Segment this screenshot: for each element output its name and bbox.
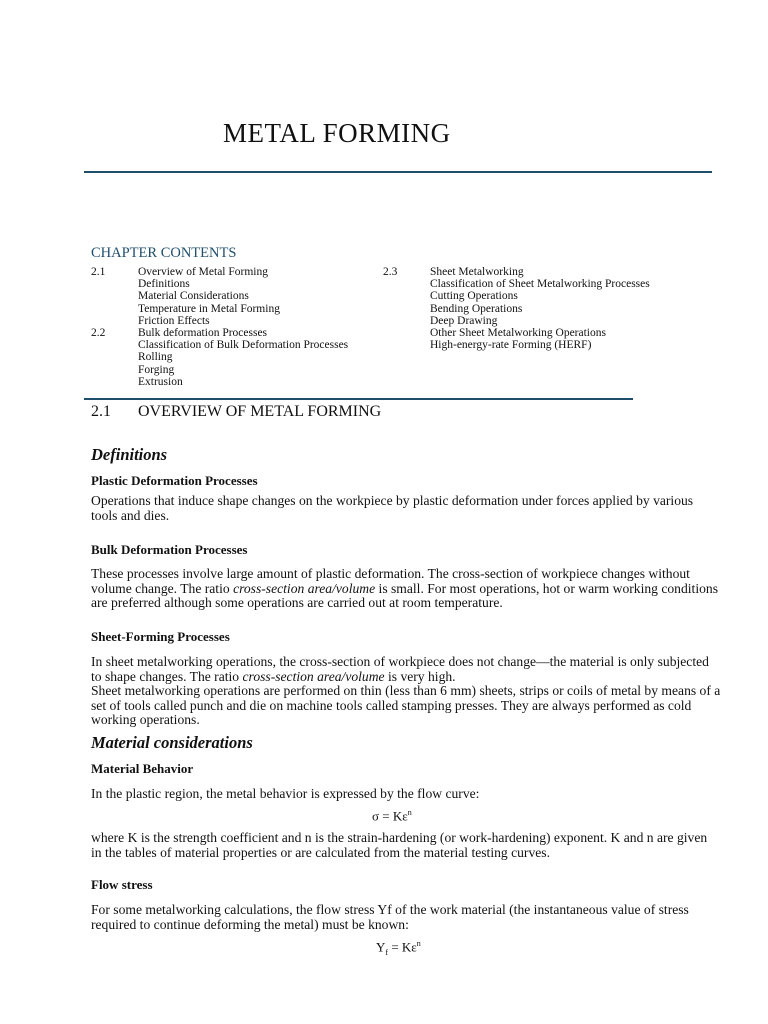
toc-entry-number [91,376,138,388]
toc-entry-label: Cutting Operations [430,290,518,303]
toc-entry-label: Other Sheet Metalworking Operations [430,327,606,340]
flow-curve-exponent: n [407,808,412,817]
flow-stress-paragraph: For some metalworking calculations, the flow stress Yf of the work material (the instantaneous value of stress required to continue deforming the metal) must be known: [91,902,689,932]
toc-entry-number [383,315,430,327]
toc-entry [91,266,348,278]
sheet-italic: cross-section area/volume [242,668,385,684]
toc-entry-number [383,278,430,290]
section-number: 2.1 [91,403,111,420]
toc-entry-number [91,351,138,363]
sheet-heading: Sheet-Forming Processes [91,629,230,644]
toc-entry-number [383,327,430,339]
toc-entry [383,290,650,302]
plastic-paragraph: Operations that induce shape changes on the workpiece by plastic deformation under forces applied by various tools and dies. [91,493,694,523]
toc-entry-label: Forging [138,363,175,376]
flow-stress-exponent: n [416,939,421,948]
sheet-text-1: In sheet metalworking operations, the cross-section of workpiece does not change—the material is only subjected to shape changes. The ratio [91,654,709,684]
toc-entry-number [383,339,430,351]
sheet-text-2: is very high. [384,668,456,684]
toc-entry-number [91,303,138,315]
toc-entry [91,278,348,290]
toc-entry-number [91,339,138,351]
toc-entry-label: High-energy-rate Forming (HERF) [430,339,592,352]
section-title: OVERVIEW OF METAL FORMING [138,403,382,420]
toc-entry-label: Bending Operations [430,302,523,315]
toc-entry-number [91,315,138,327]
toc-entry-label: Definitions [138,278,190,291]
material-heading: Material considerations [91,733,253,752]
toc-entry-number: 2.2 [91,327,106,340]
toc-entry-number [383,290,430,302]
toc-entry-label: Extrusion [138,375,183,388]
toc-entry-number: 2.1 [91,266,106,278]
material-behavior-paragraph: In the plastic region, the metal behavior is expressed by the flow curve: [91,786,480,801]
toc-entry [91,315,348,327]
bulk-paragraph [91,567,721,611]
toc-entry-label: Friction Effects [138,314,210,327]
toc-entry-label: Rolling [138,351,173,364]
toc-right-column [383,266,650,351]
toc-entry-label: Material Considerations [138,290,249,303]
toc-entry [91,351,348,363]
toc-left-column [91,266,348,388]
sheet-paragraph [91,655,721,684]
flow-curve-equation [372,808,412,824]
toc-entry-label: Deep Drawing [430,314,498,327]
toc-entry-number: 2.3 [383,266,398,278]
toc-entry [383,303,650,315]
title-rule [84,171,712,173]
toc-entry [383,327,650,339]
toc-entry [383,266,650,278]
flow-curve-explanation: where K is the strength coefficient and n is the strain-hardening (or work-hardening) exponent. K and n are given in the tables of material properties or are calculated from the material testing curves. [91,830,708,860]
sheet-paragraph-2: Sheet metalworking operations are performed on thin (less than 6 mm) sheets, strips or coils of metal by means of a set of tools called punch and die on machine tools called stamping presses. They are always performed as cold working operations. [91,683,721,728]
toc-entry [91,364,348,376]
toc-entry [383,315,650,327]
flow-stress-heading: Flow stress [91,877,153,892]
toc-entry-label: Classification of Bulk Deformation Processes [138,339,349,352]
bulk-italic: cross-section area/volume [233,580,376,596]
toc-entry [91,339,348,351]
section-rule [84,398,633,400]
toc-entry [91,303,348,315]
toc-entry [91,290,348,302]
toc-entry [383,278,650,290]
flow-stress-sub: f [385,947,389,957]
toc-entry-number [383,303,430,315]
toc-entry-label: Sheet Metalworking [430,266,524,278]
bulk-text-1: These processes involve large amount of plastic deformation. The cross-section of workpiece changes without volume change. The ratio [91,566,690,596]
toc-entry-label: Temperature in Metal Forming [138,302,280,315]
contents-heading: CHAPTER CONTENTS [91,245,237,261]
material-behavior-heading: Material Behavior [91,761,194,776]
flow-stress-rhs: = Kε [388,939,417,955]
toc-entry-number [91,278,138,290]
chapter-title: METAL FORMING [223,118,451,148]
toc-entry-number [91,290,138,302]
bulk-text-2: is small. For most operations, hot or warm working conditions are preferred although some operations are carried out at room temperature. [91,580,718,611]
toc-entry [91,376,348,388]
definitions-heading: Definitions [91,445,168,464]
toc-entry-label: Bulk deformation Processes [138,327,268,340]
toc-entry [91,327,348,339]
toc-entry-number [91,364,138,376]
toc-entry-label: Overview of Metal Forming [138,266,268,278]
toc-entry-label: Classification of Sheet Metalworking Processes [430,278,650,291]
flow-curve-lhs: σ = Kε [372,808,408,824]
flow-stress-y: Y [376,939,386,955]
bulk-heading: Bulk Deformation Processes [91,542,248,557]
toc-entry [383,339,650,351]
plastic-heading: Plastic Deformation Processes [91,473,258,488]
flow-stress-equation [376,939,421,957]
